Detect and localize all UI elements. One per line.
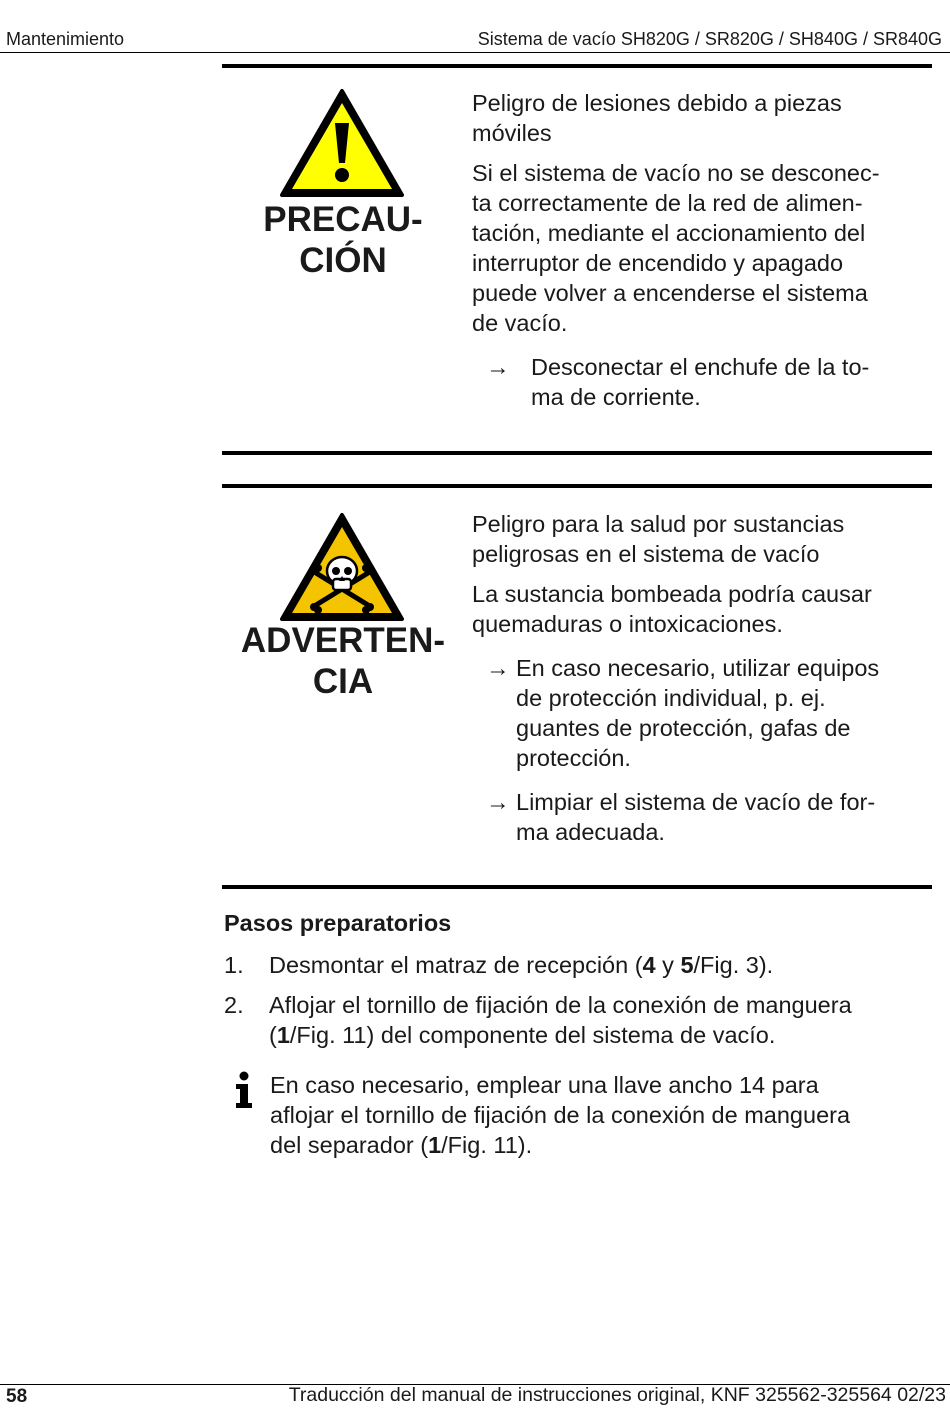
caution-bottom-rule bbox=[222, 451, 932, 455]
warning-action-line: Limpiar el sistema de vacío de for- bbox=[516, 789, 876, 815]
warning-action-line: En caso necesario, utilizar equipos bbox=[516, 655, 880, 681]
caution-top-rule bbox=[222, 64, 932, 68]
warning-exclamation-icon bbox=[278, 87, 406, 199]
warning-bottom-rule bbox=[222, 885, 932, 889]
footer-text: Traducción del manual de instrucciones original, KNF 325562-325564 02/23 bbox=[288, 1384, 946, 1406]
warning-title bbox=[472, 509, 932, 569]
step-text-part: /Fig. 3). bbox=[693, 952, 774, 978]
caution-action-line: Desconectar el enchufe de la to- bbox=[531, 354, 870, 380]
caution-action bbox=[472, 352, 932, 412]
page-number: 58 bbox=[6, 1386, 28, 1407]
arrow-right-icon: → bbox=[486, 655, 510, 681]
caution-title-line1: Peligro de lesiones debido a piezas bbox=[472, 90, 842, 116]
step-text bbox=[269, 990, 932, 1050]
ref-number: 1 bbox=[428, 1132, 442, 1158]
step-text-part: ( bbox=[269, 1022, 277, 1048]
step-text bbox=[269, 950, 932, 980]
caution-action-line: ma de corriente. bbox=[531, 384, 701, 410]
caution-body-line: tación, mediante el accionamiento del bbox=[472, 220, 866, 246]
warning-action-line: de protección individual, p. ej. bbox=[516, 685, 826, 711]
info-line: En caso necesario, emplear una llave ancho 14 para bbox=[270, 1072, 819, 1098]
info-line: del separador ( bbox=[270, 1132, 429, 1158]
warning-action-2-text bbox=[516, 787, 932, 847]
info-line: aflojar el tornillo de fijación de la conexión de manguera bbox=[270, 1102, 851, 1128]
caution-signal-word-line1: PRECAU- bbox=[263, 200, 423, 239]
warning-signal-word-line2: CIA bbox=[312, 662, 374, 701]
caution-body-line: puede volver a encenderse el sistema bbox=[472, 280, 868, 306]
step-text-part: y bbox=[655, 952, 681, 978]
warning-action-1-text bbox=[516, 653, 932, 773]
caution-body-line: de vacío. bbox=[472, 310, 568, 336]
warning-action-line: ma adecuada. bbox=[516, 819, 665, 845]
warning-body-line: La sustancia bombeada podría causar bbox=[472, 581, 872, 607]
step-number: 2. bbox=[224, 992, 244, 1018]
arrow-right-icon: → bbox=[486, 354, 510, 380]
warning-action-1 bbox=[472, 653, 932, 773]
toxic-skull-icon bbox=[278, 511, 406, 623]
warning-action-2 bbox=[472, 787, 932, 847]
warning-action-line: protección. bbox=[516, 745, 631, 771]
info-icon bbox=[232, 1071, 256, 1109]
caution-signal-word bbox=[230, 199, 456, 281]
prep-steps bbox=[224, 950, 932, 1050]
list-item bbox=[224, 950, 932, 980]
step-text-part: Desmontar el matraz de recepción ( bbox=[269, 952, 643, 978]
warning-text bbox=[472, 509, 932, 847]
prep-heading: Pasos preparatorios bbox=[224, 910, 452, 936]
info-note bbox=[270, 1070, 932, 1160]
step-text-part: /Fig. 11) del componente del sistema de vacío. bbox=[289, 1022, 776, 1048]
caution-signal-word-line2: CIÓN bbox=[299, 241, 387, 280]
warning-top-rule bbox=[222, 484, 932, 488]
list-item bbox=[224, 990, 932, 1050]
warning-body-line: quemaduras o intoxicaciones. bbox=[472, 611, 783, 637]
step-text-part: Aflojar el tornillo de fijación de la conexión de manguera bbox=[269, 992, 852, 1018]
arrow-right-icon: → bbox=[486, 789, 510, 815]
ref-number: 5 bbox=[680, 952, 694, 978]
caution-body bbox=[472, 158, 932, 338]
step-number: 1. bbox=[224, 952, 244, 978]
ref-number: 1 bbox=[276, 1022, 290, 1048]
caution-body-line: interruptor de encendido y apagado bbox=[472, 250, 844, 276]
ref-number: 4 bbox=[642, 952, 656, 978]
info-line: /Fig. 11). bbox=[441, 1132, 533, 1158]
warning-body bbox=[472, 579, 932, 639]
warning-title-line1: Peligro para la salud por sustancias bbox=[472, 511, 845, 537]
warning-title-line2: peligrosas en el sistema de vacío bbox=[472, 541, 820, 567]
header-divider bbox=[0, 52, 950, 53]
warning-signal-word-line1: ADVERTEN- bbox=[240, 621, 446, 660]
header-section-title: Mantenimiento bbox=[6, 29, 125, 49]
warning-signal-word bbox=[230, 620, 456, 702]
header-product-title: Sistema de vacío SH820G / SR820G / SH840G / SR840G bbox=[477, 29, 942, 49]
caution-title bbox=[472, 88, 932, 148]
caution-text bbox=[472, 88, 932, 412]
caution-body-line: Si el sistema de vacío no se desconec- bbox=[472, 160, 880, 186]
caution-action-text bbox=[531, 352, 932, 412]
caution-body-line: ta correctamente de la red de alimen- bbox=[472, 190, 863, 216]
warning-action-line: guantes de protección, gafas de bbox=[516, 715, 851, 741]
caution-title-line2: móviles bbox=[472, 120, 552, 146]
